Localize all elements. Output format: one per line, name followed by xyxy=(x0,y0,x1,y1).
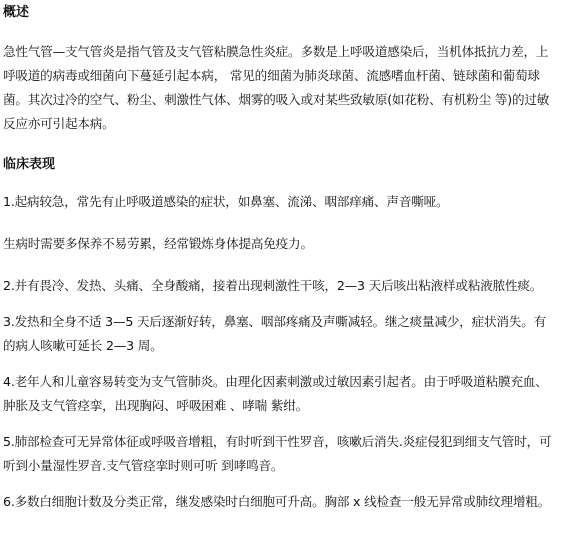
section-heading-clinical: 临床表现 xyxy=(3,157,56,172)
clinical-item-note: 生病时需要多保养不易劳累，经常锻炼身体提高免疫力。 xyxy=(3,236,313,251)
clinical-item-1: 1.起病较急，常先有止呼吸道感染的症状，如鼻塞、流涕、咽部痒痛、声音嘶哑。 xyxy=(3,194,449,209)
overview-paragraph: 急性气管—支气管炎是指气管及支气管粘膜急性炎症。多数是上呼吸道感染后，当机体抵抗力差，上呼吸道的病毒或细菌向下蔓延引起本病， 常见的细菌为肺炎球菌、流感嗜血杆菌、链球菌和葡萄球菌。其次过冷的空气、粉尘、刺激性气体、烟雾的吸入或对某些致敏原(如花粉、有机粉尘 等)的过敏反应亦可引起本病。 xyxy=(3,44,550,131)
clinical-item-3: 3.发热和全身不适 3—5 天后逐渐好转，鼻塞、咽部疼痛及声嘶减轻。继之痰量减少，症状消失。有的病人咳嗽可延长 2—3 周。 xyxy=(3,314,546,353)
section-heading-overview: 概述 xyxy=(3,5,30,20)
clinical-item-6: 6.多数白细胞计数及分类正常，继发感染时白细胞可升高。胸部 x 线检查一般无异常或肺纹理增粗。 xyxy=(3,494,551,509)
clinical-item-4: 4.老年人和儿童容易转变为支气管肺炎。由理化因素刺激或过敏因素引起者。由于呼吸道粘膜充血、肿胀及支气管痉挛，出现胸闷、呼吸困难 、哮喘 紫绀。 xyxy=(3,374,548,413)
clinical-item-2: 2.并有畏冷、发热、头痛、全身酸痛，接着出现刺激性干咳，2—3 天后咳出粘液样或粘液脓性痰。 xyxy=(3,278,543,293)
clinical-item-5: 5.肺部检查可无异常体征或呼吸音增粗，有时听到干性罗音，咳嗽后消失.炎症侵犯到细支气管时，可听到小量湿性罗音.支气管痉挛时则可听 到哮鸣音。 xyxy=(3,434,552,473)
